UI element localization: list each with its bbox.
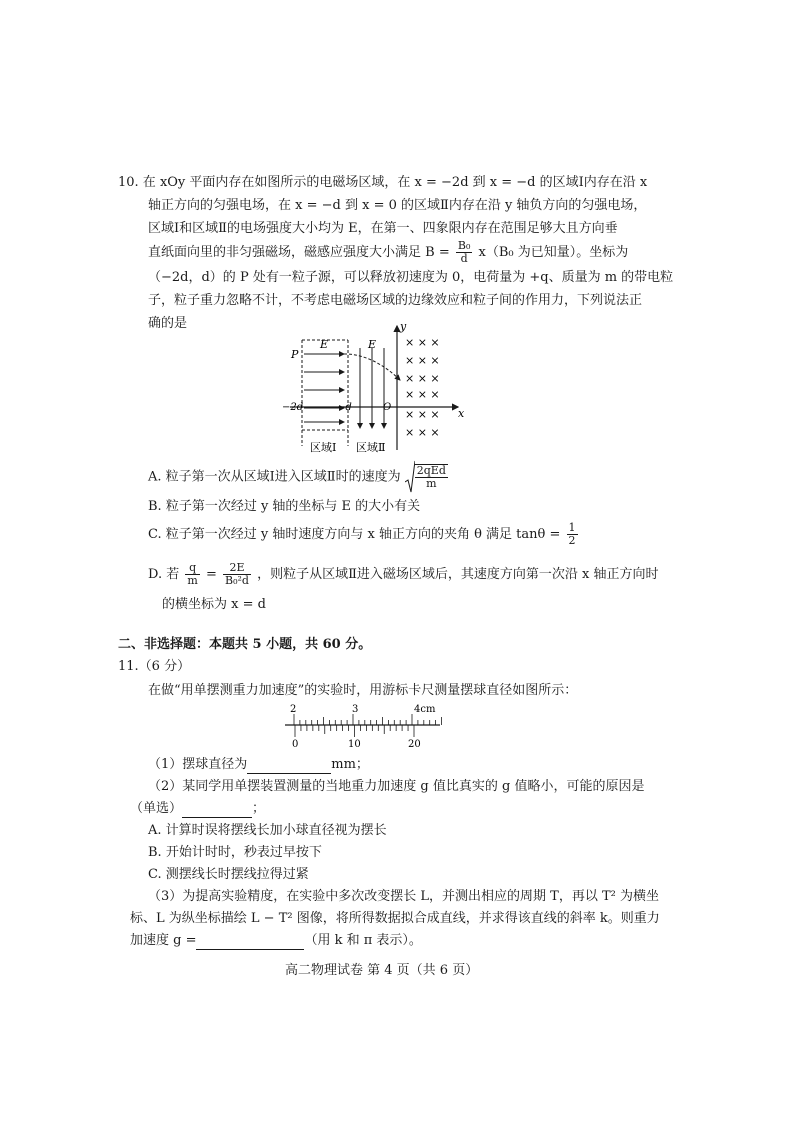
vernier-caliper [280,700,450,752]
q10-option-d-eq: = [205,567,217,582]
cross-row: × × × [405,388,440,401]
y-axis-label: y [400,320,407,333]
q11-option-c: C. 测摆线长时摆线拉得过紧 [148,867,309,882]
q11-part2-cont [130,800,265,818]
q11-part3-line1: （3）为提高实验精度，在实验中多次改变摆长 L，并测出相应的周期 T，再以 T² 为横坐 [148,889,659,904]
q10-stem-line7: 确的是 [148,316,188,331]
q10-option-c-frac [567,522,578,547]
cross-row: × × × [405,426,440,439]
q10-option-d-den2: B₀²d [225,574,249,587]
q11-part2: （2）某同学用单摆装置测量的当地重力加速度 g 值比真实的 g 值略小，可能的原因是 [148,779,645,794]
cross-row: × × × [405,354,440,367]
q10-option-d-num1: q [185,562,199,575]
q11-part2-end: ； [252,801,266,816]
q10-B-frac-den: d [460,252,468,265]
q10-option-d-num2: 2E [223,562,251,575]
main-scale-label: 2 [290,704,297,715]
q10-stem-line6: 子，粒子重力忽略不计，不考虑电磁场区域的边缘效应和粒子间的作用力，下列说法正 [148,293,643,308]
answer-blank-reason[interactable] [182,803,252,818]
cross-row: × × × [405,408,440,421]
q10-option-b: B. 粒子第一次经过 y 轴的坐标与 E 的大小有关 [148,499,421,514]
origin-label: O [383,402,392,413]
q10-option-d-text: ，则粒子从区域Ⅱ进入磁场区域后，其速度方向第一次沿 x 轴正方向时 [257,567,659,582]
negd-label: −d [337,402,352,413]
q10-option-a-den: m [426,477,437,490]
q10-stem-line4 [148,240,628,266]
q11-part3-line3 [130,932,422,950]
q10-option-c [148,520,580,550]
region2-label: 区域Ⅱ [356,441,386,454]
x-axis-label: x [458,407,465,420]
q10-option-d-lead: D. 若 [148,567,180,582]
main-scale-ticks [294,714,442,725]
vernier-scale-ticks [295,725,414,737]
q10-stem-line5: （−2d，d）的 P 处有一粒子源，可以释放初速度为 0，电荷量为 +q、质量为 m 的带电粒 [148,270,674,285]
q11-part2-single: （单选） [130,801,183,816]
q11-part3-end: （用 k 和 π 表示）。 [304,933,422,948]
q10-B-fraction [456,240,473,265]
q11-header: 11.（6 分） [118,659,191,674]
neg2d-label: −2d [282,402,304,413]
q10-option-c-text: C. 粒子第一次经过 y 轴时速度方向与 x 轴正方向的夹角 θ 满足 tanθ = [148,527,561,542]
sqrt-sign [405,460,415,494]
q10-stem-line3: 区域Ⅰ和区域Ⅱ的电场强度大小均为 E，在第一、四象限内存在范围足够大且方向垂 [148,221,618,236]
q10-field-diagram [280,318,470,458]
cross-row: × × × [405,372,440,385]
region1-E-label: E [320,338,329,351]
q10-option-d-cont: 的横坐标为 x = d [162,597,266,612]
q10-stem-line1: 10. 在 xOy 平面内存在如图所示的电磁场区域，在 x = −2d 到 x = −d 的区域Ⅰ内存在沿 x [118,175,648,190]
q10-stem-line4-b: x（B₀ 为已知量）。坐标为 [478,245,629,260]
q10-stem-line2: 轴正方向的匀强电场，在 x = −d 到 x = 0 的区域Ⅱ内存在沿 y 轴负方向的匀强电场， [148,198,647,213]
region2-E-label: E [368,338,377,351]
vernier-scale-label: 0 [292,739,299,750]
point-P-label: P [291,348,299,361]
region2-field-arrows [360,348,384,428]
q10-option-c-den: 2 [568,534,576,547]
trajectory [304,354,400,380]
section2-title: 二、非选择题：本题共 5 小题，共 60 分。 [118,637,372,652]
answer-blank-diameter[interactable] [247,759,331,774]
q10-option-c-num: 1 [568,521,576,534]
answer-blank-g[interactable] [196,935,304,950]
page-footer: 高二物理试卷 第 4 页（共 6 页） [285,963,479,978]
q10-option-d-frac2 [223,562,251,587]
q10-option-a-num: 2qEd [416,464,446,477]
q10-stem-line4-a: 直纸面向里的非匀强磁场，磁感应强度大小满足 B = [148,245,450,260]
q10-B-frac-num: B₀ [457,239,471,252]
vernier-scale-label: 10 [348,739,361,750]
magnetic-field-crosses [405,336,440,439]
q11-option-b: B. 开始计时时，秒表过早按下 [148,845,322,860]
q10-option-d [148,560,659,590]
q10-option-a-frac [415,464,448,490]
q11-part1-text: （1）摆球直径为 [148,757,248,772]
q10-option-d-frac1 [185,562,199,587]
q10-option-a [148,460,450,494]
q11-option-a: A. 计算时误将摆线长加小球直径视为摆长 [148,823,387,838]
q10-option-a-text: A. 粒子第一次从区域Ⅰ进入区域Ⅱ时的速度为 [148,469,401,485]
q11-part3-line2: 标、L 为纵坐标描绘 L − T² 图像，将所得数据拟合成直线，并求得该直线的斜率 k。则重力 [130,911,660,926]
main-scale-label: 4cm [414,704,436,715]
main-scale-label: 3 [352,704,359,715]
q11-part1 [148,756,369,774]
q11-intro: 在做“用单摆测重力加速度”的实验时，用游标卡尺测量摆球直径如图所示： [148,683,578,698]
q10-option-d-den1: m [187,574,198,587]
cross-row: × × × [405,336,440,349]
vernier-scale-label: 20 [408,739,421,750]
region1-label: 区域Ⅰ [310,441,337,454]
q11-part3-text: 加速度 g = [130,933,197,948]
q11-part1-unit: mm； [331,757,369,772]
